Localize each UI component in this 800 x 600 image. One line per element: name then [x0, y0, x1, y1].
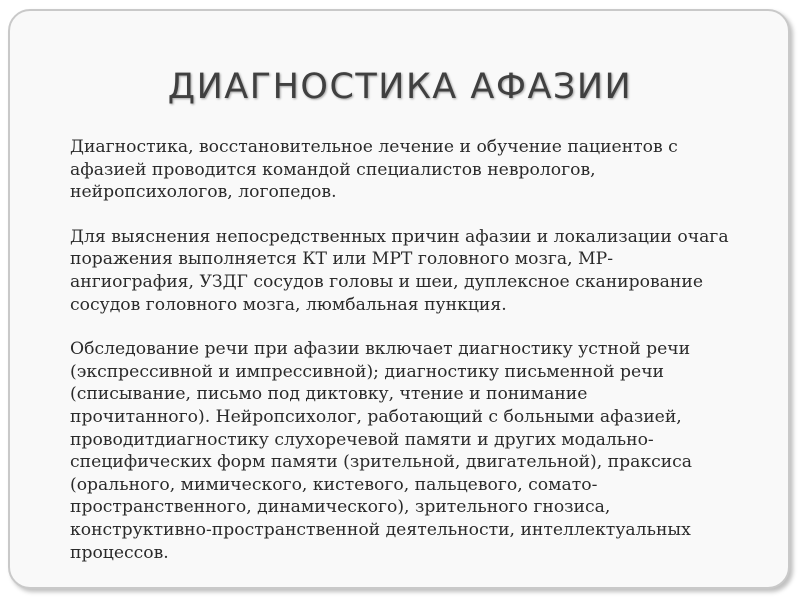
slide-body	[70, 136, 750, 586]
paragraph-speech-examination: Обследование речи при афазии включает диагностику устной речи (экспрессивной и импрессивной); диагностику письменной речи (списывание, письмо под диктовку, чтение и понимание прочитанного). Нейропсихолог, работающий с больными афазией, проводитдиагностику слухоречевой памяти и других модально- специфических форм памяти (зрительной, двигательной), праксиса (орального, мимического, кистевого, пальцевого, сомато- пространственного, динамического), зрительного гнозиса, конструктивно-пространственной деятельности, интеллектуальных процессов.	[70, 339, 693, 563]
paragraph-imaging-methods: Для выяснения непосредственных причин афазии и локализации очага поражения выполняется КТ или МРТ головного мозга, МР- ангиография, УЗДГ сосудов головы и шеи, дуплексное сканирование сосудов головного мозга, люмбальная пункция.	[70, 226, 729, 315]
slide-title: ДИАГНОСТИКА АФАЗИИ	[167, 67, 633, 107]
paragraph-treatment-team: Диагностика, восстановительное лечение и обучение пациентов с афазией проводится командой специалистов неврологов, нейропсихологов, логопедов.	[70, 137, 678, 203]
